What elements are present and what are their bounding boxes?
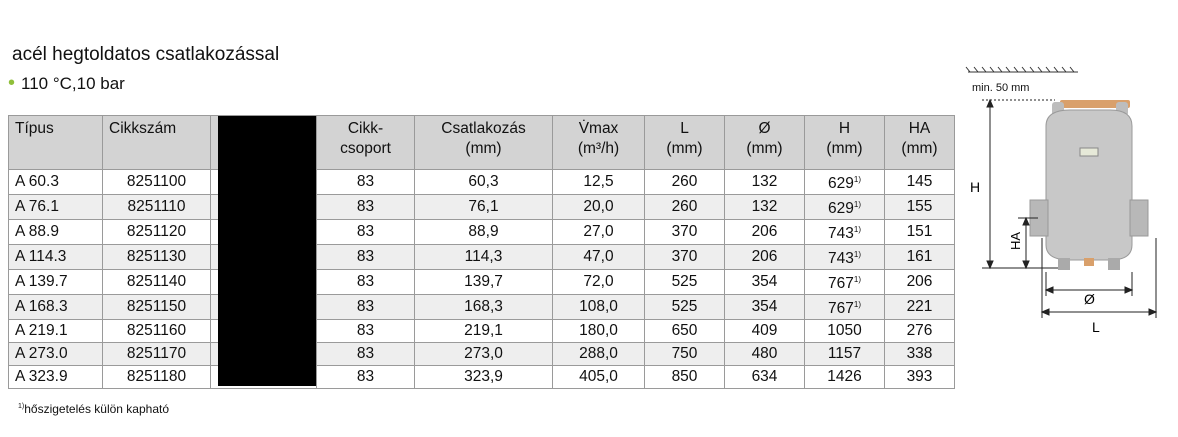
table-cell-csoport (317, 295, 415, 320)
table-cell-tipus (9, 170, 103, 195)
table-cell-cikkszam (103, 195, 211, 220)
cell-value: 767 (828, 275, 854, 292)
table-header-row (9, 116, 955, 170)
cell-value: 180,0 (579, 322, 618, 339)
table-row (9, 245, 955, 270)
cell-value: 480 (751, 345, 778, 362)
column-header-line2: (m³/h) (577, 140, 620, 157)
footnote-ref: 1) (853, 275, 861, 284)
table-cell-H (805, 366, 885, 389)
label-L: L (1092, 319, 1100, 335)
table-cell-vmax (553, 270, 645, 295)
table-cell-d (725, 343, 805, 366)
cell-value: 12,5 (583, 173, 614, 190)
column-header-line1: H (838, 120, 851, 137)
table-cell-csatlakozas (415, 195, 553, 220)
table-cell-tipus (9, 270, 103, 295)
cell-value: 83 (356, 368, 375, 385)
cell-value: A 88.9 (15, 223, 59, 240)
table-cell-L (645, 195, 725, 220)
cell-value: A 168.3 (15, 298, 68, 315)
cell-value: 8251160 (126, 322, 187, 339)
table-cell-d (725, 245, 805, 270)
table-cell-HA (885, 170, 955, 195)
redaction-block (218, 116, 316, 386)
table-cell-cikkszam (103, 245, 211, 270)
table-cell-csatlakozas (415, 343, 553, 366)
table-cell-HA (885, 195, 955, 220)
column-header-4 (415, 116, 553, 170)
table-cell-csatlakozas (415, 170, 553, 195)
cell-value: 850 (671, 368, 698, 385)
column-header-line2: (mm) (746, 140, 783, 157)
column-header-line2: (mm) (666, 140, 703, 157)
cell-value: 168,3 (464, 298, 503, 315)
cell-value: 8251140 (126, 273, 187, 290)
table-cell-d (725, 270, 805, 295)
cell-value: 767 (828, 300, 854, 317)
cell-value: 8251110 (127, 198, 186, 215)
cell-value: 114,3 (464, 248, 503, 265)
table-cell-H (805, 295, 885, 320)
footnote-ref: 1) (853, 250, 861, 259)
spec-table (8, 115, 955, 389)
label-diameter: Ø (1084, 291, 1095, 307)
cell-value: 83 (356, 273, 375, 290)
table-cell-vmax (553, 320, 645, 343)
cell-value: 206 (751, 248, 778, 265)
column-header-line2: (mm) (465, 140, 502, 157)
table-cell-csatlakozas (415, 320, 553, 343)
footnote-ref: 1) (853, 175, 861, 184)
table-cell-vmax (553, 245, 645, 270)
table-cell-cikkszam (103, 220, 211, 245)
cell-value: 60,3 (468, 173, 499, 190)
table-cell-cikkszam (103, 366, 211, 389)
table-cell-L (645, 245, 725, 270)
column-header-line1: Csatlakozás (441, 120, 526, 137)
footnote-ref: 1) (853, 200, 861, 209)
cell-value: 370 (671, 223, 698, 240)
table-cell-HA (885, 220, 955, 245)
label-H: H (970, 179, 981, 195)
table-cell-d (725, 366, 805, 389)
table-cell-L (645, 270, 725, 295)
spec-subtitle (8, 72, 125, 95)
bullet-dot-icon: • (8, 72, 16, 94)
table-cell-L (645, 295, 725, 320)
table-cell-d (725, 195, 805, 220)
ceiling-hatch-icon (966, 67, 1078, 72)
cell-value: 151 (906, 223, 933, 240)
column-header-line1: V̇max (578, 120, 619, 137)
table-cell-csoport (317, 195, 415, 220)
table-cell-cikkszam (103, 270, 211, 295)
table-cell-csatlakozas (415, 220, 553, 245)
footnote (18, 402, 169, 416)
cell-value: 219,1 (464, 322, 503, 339)
cell-value: 20,0 (583, 198, 614, 215)
cell-value: 629 (828, 200, 854, 217)
cell-value: 88,9 (468, 223, 499, 240)
table-cell-d (725, 295, 805, 320)
vessel-icon (1030, 100, 1148, 270)
label-HA: HA (1008, 231, 1023, 250)
table-cell-H (805, 320, 885, 343)
table-cell-vmax (553, 170, 645, 195)
column-header-9 (885, 116, 955, 170)
table-cell-L (645, 343, 725, 366)
cell-value: 206 (751, 223, 778, 240)
table-cell-vmax (553, 195, 645, 220)
column-header-8 (805, 116, 885, 170)
cell-value: 354 (751, 298, 778, 315)
column-header-0 (9, 116, 103, 170)
table-cell-H (805, 220, 885, 245)
column-header-line1: L (680, 120, 689, 137)
table-row (9, 320, 955, 343)
table-cell-d (725, 220, 805, 245)
column-header-line1: Típus (15, 120, 54, 137)
separator-dimension-diagram (960, 60, 1170, 340)
cell-value: 161 (906, 248, 933, 265)
column-header-7 (725, 116, 805, 170)
table-cell-vmax (553, 343, 645, 366)
column-header-line1: HA (908, 120, 931, 137)
column-header-6 (645, 116, 725, 170)
table-cell-L (645, 220, 725, 245)
cell-value: 338 (906, 345, 933, 362)
footnote-text: hőszigetelés külön kapható (24, 402, 170, 416)
spec-subtitle-text: 110 °C,10 bar (21, 74, 125, 93)
table-cell-d (725, 170, 805, 195)
table-cell-H (805, 170, 885, 195)
column-header-line2: csoport (340, 140, 391, 157)
cell-value: 83 (356, 198, 375, 215)
table-cell-tipus (9, 195, 103, 220)
cell-value: A 60.3 (15, 173, 59, 190)
cell-value: 1426 (827, 368, 862, 385)
table-cell-csoport (317, 220, 415, 245)
cell-value: 273,0 (464, 345, 503, 362)
min-distance-label: min. 50 mm (972, 82, 1030, 94)
cell-value: 260 (671, 198, 698, 215)
column-header-line1: Ø (758, 120, 771, 137)
cell-value: 354 (751, 273, 778, 290)
table-cell-tipus (9, 343, 103, 366)
table-cell-HA (885, 343, 955, 366)
table-cell-csoport (317, 320, 415, 343)
cell-value: 8251120 (126, 223, 187, 240)
cell-value: 8251180 (126, 368, 187, 385)
column-header-5 (553, 116, 645, 170)
table-cell-L (645, 366, 725, 389)
column-header-1 (103, 116, 211, 170)
cell-value: 288,0 (579, 345, 618, 362)
table-cell-vmax (553, 366, 645, 389)
table-cell-cikkszam (103, 170, 211, 195)
table-cell-csatlakozas (415, 245, 553, 270)
table-cell-tipus (9, 366, 103, 389)
cell-value: 650 (671, 322, 698, 339)
cell-value: 76,1 (468, 198, 499, 215)
table-body (9, 170, 955, 389)
cell-value: 83 (356, 322, 375, 339)
cell-value: 1157 (827, 345, 862, 362)
table-row (9, 195, 955, 220)
table-cell-tipus (9, 320, 103, 343)
table-cell-csatlakozas (415, 295, 553, 320)
table-cell-vmax (553, 220, 645, 245)
table-cell-HA (885, 295, 955, 320)
column-header-line1: Cikk- (347, 120, 384, 137)
table-row (9, 170, 955, 195)
cell-value: 83 (356, 173, 375, 190)
cell-value: 1050 (827, 322, 862, 339)
cell-value: 108,0 (579, 298, 618, 315)
cell-value: 393 (906, 368, 933, 385)
cell-value: 370 (671, 248, 698, 265)
cell-value: 132 (751, 173, 778, 190)
column-header-3 (317, 116, 415, 170)
cell-value: 139,7 (464, 273, 503, 290)
cell-value: 206 (906, 273, 933, 290)
column-header-line2: (mm) (901, 140, 938, 157)
footnote-ref: 1) (853, 225, 861, 234)
table-cell-csoport (317, 270, 415, 295)
table-cell-H (805, 245, 885, 270)
cell-value: A 219.1 (15, 322, 68, 339)
cell-value: 47,0 (583, 248, 614, 265)
cell-value: 629 (828, 175, 854, 192)
table-cell-L (645, 320, 725, 343)
cell-value: 145 (906, 173, 933, 190)
table-cell-csoport (317, 245, 415, 270)
cell-value: 27,0 (583, 223, 614, 240)
table-cell-csoport (317, 366, 415, 389)
cell-value: 83 (356, 345, 375, 362)
footnote-ref: 1) (853, 300, 861, 309)
table-cell-csatlakozas (415, 366, 553, 389)
cell-value: A 114.3 (15, 248, 67, 265)
table-cell-HA (885, 366, 955, 389)
cell-value: 8251150 (126, 298, 187, 315)
cell-value: 743 (828, 250, 854, 267)
cell-value: 276 (906, 322, 933, 339)
cell-value: 323,9 (464, 368, 503, 385)
table-cell-H (805, 343, 885, 366)
table-cell-HA (885, 245, 955, 270)
table-cell-csoport (317, 343, 415, 366)
cell-value: 8251170 (126, 345, 187, 362)
cell-value: 634 (751, 368, 778, 385)
cell-value: A 273.0 (15, 345, 68, 362)
table-cell-cikkszam (103, 343, 211, 366)
table-cell-vmax (553, 295, 645, 320)
cell-value: 260 (671, 173, 698, 190)
table-cell-tipus (9, 245, 103, 270)
table-row (9, 343, 955, 366)
cell-value: 132 (751, 198, 778, 215)
table-cell-cikkszam (103, 295, 211, 320)
cell-value: 750 (671, 345, 698, 362)
cell-value: 83 (356, 223, 375, 240)
cell-value: 8251130 (126, 248, 187, 265)
cell-value: A 139.7 (15, 273, 68, 290)
table-cell-tipus (9, 220, 103, 245)
cell-value: A 76.1 (15, 198, 59, 215)
cell-value: 8251100 (126, 173, 187, 190)
cell-value: 221 (906, 298, 933, 315)
cell-value: 525 (671, 273, 698, 290)
table-cell-cikkszam (103, 320, 211, 343)
table-cell-csatlakozas (415, 270, 553, 295)
cell-value: 409 (751, 322, 778, 339)
table-row (9, 270, 955, 295)
page-title: acél hegtoldatos csatlakozással (12, 44, 280, 65)
cell-value: 83 (356, 298, 375, 315)
table-cell-tipus (9, 295, 103, 320)
cell-value: 405,0 (579, 368, 618, 385)
table-cell-H (805, 270, 885, 295)
table-cell-H (805, 195, 885, 220)
table-cell-HA (885, 320, 955, 343)
table-cell-d (725, 320, 805, 343)
table-cell-L (645, 170, 725, 195)
cell-value: 72,0 (583, 273, 614, 290)
cell-value: A 323.9 (15, 368, 68, 385)
cell-value: 83 (356, 248, 375, 265)
table-row (9, 366, 955, 389)
cell-value: 525 (671, 298, 698, 315)
footnote-mark: 1) (18, 403, 25, 410)
column-header-line1: Cikkszám (109, 120, 177, 137)
column-header-line2: (mm) (826, 140, 863, 157)
table-row (9, 220, 955, 245)
cell-value: 155 (906, 198, 933, 215)
table-row (9, 295, 955, 320)
cell-value: 743 (828, 225, 854, 242)
table-cell-HA (885, 270, 955, 295)
table-cell-csoport (317, 170, 415, 195)
